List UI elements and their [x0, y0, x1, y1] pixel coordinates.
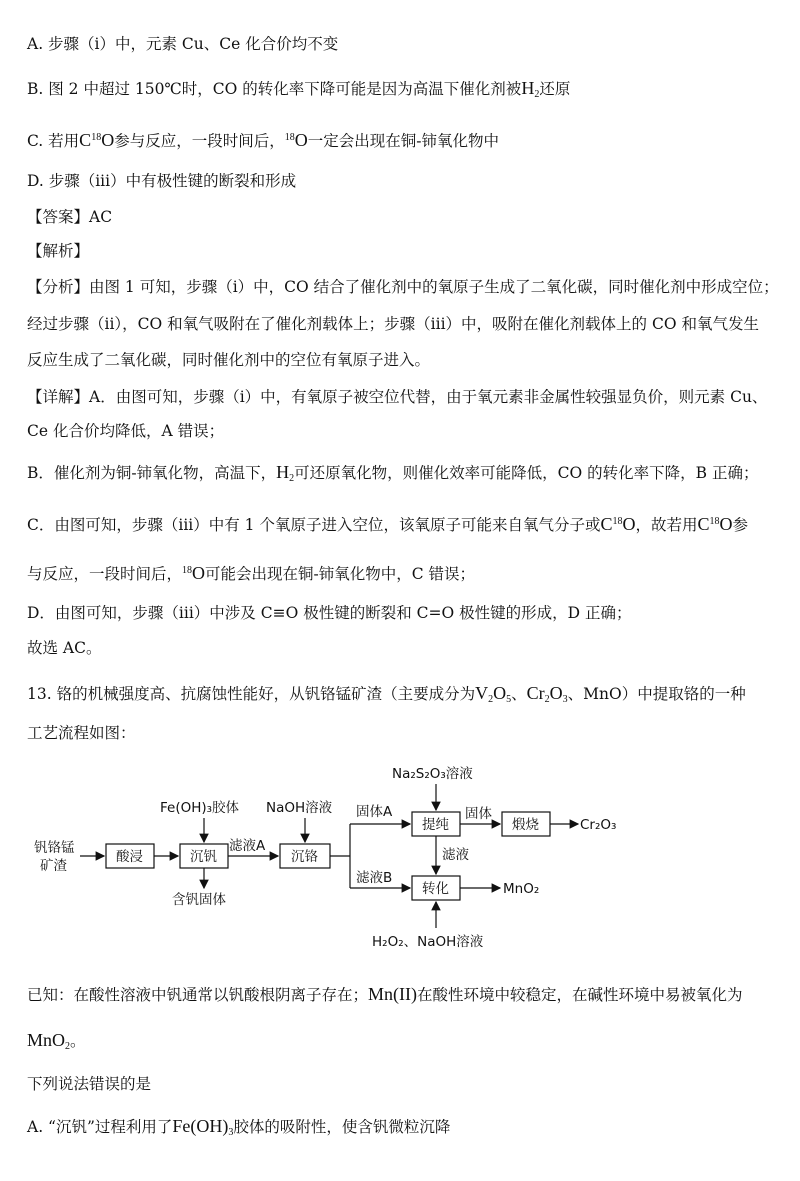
q12-option-b-text: B. 图 2 中超过 150℃时，CO 的转化率下降可能是因为高温下催化剂被 — [27, 80, 522, 98]
flow-raw-material-1: 钒铬锰 — [34, 840, 75, 856]
q12-option-c — [27, 128, 499, 151]
q13-known-mid: 在酸性环境中较稳定，在碱性环境中易被氧化为 — [417, 986, 743, 1004]
detail-b — [27, 462, 758, 489]
q12-option-b-end: 还原 — [539, 80, 571, 98]
detail-b-end: 可还原氧化物，则催化效率可能降低，CO 的转化率下降，B 正确； — [294, 464, 759, 482]
formula-v2o5: $V_2O_5$ — [475, 683, 512, 705]
flow-filtrate-a: 滤液A — [229, 838, 266, 854]
flow-v-precip: 沉钒 — [190, 849, 217, 865]
flow-cr-precip: 沉铬 — [291, 849, 318, 865]
flow-cr2o3: Cr₂O₃ — [580, 817, 617, 833]
q13-stem-line-1: 13. 铬的机械强度高、抗腐蚀性能好，从钒铬锰矿渣（主要成分为$V_2O_5$、$Cr_2O_3$、MnO）中提取铬的一种 — [27, 683, 746, 705]
detail-c1-end: 参 — [732, 516, 749, 534]
q13-option-a — [27, 1116, 450, 1143]
flow-convert: 转化 — [422, 881, 449, 897]
q12-option-c-mid: 参与反应，一段时间后， — [114, 132, 285, 150]
flow-purify: 提纯 — [422, 817, 449, 833]
flow-v-solid: 含钒固体 — [172, 892, 226, 908]
formula-c18o-detail-2: $C^{18}O$ — [697, 514, 733, 534]
formula-c18o: $C^{18}O$ — [79, 130, 115, 150]
flow-mno2: MnO₂ — [503, 881, 540, 897]
q13-stem-line-2: 工艺流程如图： — [27, 724, 136, 742]
process-flow-diagram — [0, 752, 800, 962]
formula-mno: MnO — [583, 685, 622, 703]
q13-known-text: 已知：在酸性溶液中钒通常以钒酸根阴离子存在； — [27, 986, 369, 1004]
q13-option-a-text: A. “沉钒”过程利用了 — [27, 1118, 173, 1136]
detail-c2-text: 与反应，一段时间后， — [27, 565, 183, 583]
q13-known-end — [27, 1030, 86, 1057]
q12-option-a: A. 步骤（i）中，元素 Cu、Ce 化合价均不变 — [27, 35, 339, 53]
flow-solid: 固体 — [465, 806, 492, 822]
detail-line-1: 【详解】A．由图可知，步骤（i）中，有氧原子被空位代替，由于氧元素非金属性较强显负价，则元素 Cu、 — [27, 388, 768, 406]
detail-line-2: Ce 化合价均降低，A 错误； — [27, 422, 225, 440]
answer: 【答案】AC — [27, 208, 113, 226]
formula-mn2: Mn(II) — [368, 984, 417, 1004]
q13-known-period: 。 — [70, 1032, 86, 1050]
formula-mno2: MnO$_2$ — [27, 1030, 71, 1052]
analysis-line-3: 反应生成了二氧化碳，同时催化剂中的空位有氧原子进入。 — [27, 351, 431, 369]
formula-cr2o3: $Cr_2O_3$ — [526, 683, 568, 705]
formula-o18-detail: $^{18}$O — [182, 563, 206, 583]
formula-h2-detail: $H_2$ — [276, 462, 295, 484]
detail-d: D．由图可知，步骤（iii）中涉及 C≡O 极性键的断裂和 C=O 极性键的形成，D 正确； — [27, 604, 632, 622]
q12-option-d: D. 步骤（iii）中有极性键的断裂和形成 — [27, 172, 297, 190]
flow-h2o2: H₂O₂、NaOH溶液 — [372, 934, 484, 950]
flow-filtrate-b: 滤液B — [356, 870, 393, 886]
flow-filtrate: 滤液 — [442, 847, 469, 863]
detail-b-text: B．催化剂为铜-铈氧化物，高温下， — [27, 464, 277, 482]
q13-stem-text: 13. 铬的机械强度高、抗腐蚀性能好，从钒铬锰矿渣（主要成分为 — [27, 685, 476, 703]
analysis-label: 【解析】 — [27, 242, 90, 260]
q13-option-a-end: 胶体的吸附性，使含钒微粒沉降 — [233, 1118, 451, 1136]
analysis-line-1: 【分析】由图 1 可知，步骤（i）中，CO 结合了催化剂中的氧原子生成了二氧化碳，同时催化剂中形成空位； — [27, 278, 779, 296]
detail-c1-mid: ，故若用 — [635, 516, 698, 534]
q12-option-b — [27, 78, 570, 105]
detail-c-line-2 — [27, 561, 475, 584]
flow-naoh: NaOH溶液 — [266, 800, 333, 816]
formula-h2: $H_2$ — [521, 78, 540, 100]
flow-raw-material-2: 矿渣 — [40, 858, 67, 874]
detail-c1-text: C．由图可知，步骤（iii）中有 1 个氧原子进入空位，该氧原子可能来自氧气分子或 — [27, 516, 601, 534]
flow-solid-a: 固体A — [356, 804, 393, 820]
flow-thiosulfate: Na₂S₂O₃溶液 — [392, 766, 473, 782]
flow-calcine: 煅烧 — [512, 817, 539, 833]
formula-c18o-detail: $C^{18}O$ — [600, 514, 636, 534]
flow-acid-leach: 酸浸 — [116, 849, 143, 865]
detail-c2-end: 可能会出现在铜-铈氧化物中，C 错误； — [205, 565, 476, 583]
formula-feoh3: $Fe(OH)_3$ — [172, 1116, 234, 1138]
formula-o18: $^{18}$O — [284, 130, 308, 150]
q12-option-c-text: C. 若用 — [27, 132, 80, 150]
q13-stem-end: ）中提取铬的一种 — [621, 685, 746, 703]
flow-feoh-colloid: Fe(OH)₃胶体 — [160, 800, 240, 816]
q13-question: 下列说法错误的是 — [27, 1075, 152, 1093]
detail-c-line-1 — [27, 512, 748, 535]
analysis-line-2: 经过步骤（ii），CO 和氧气吸附在了催化剂载体上；步骤（iii）中，吸附在催化剂载体上的 CO 和氧气发生 — [27, 315, 759, 333]
q12-option-c-end: 一定会出现在铜-铈氧化物中 — [307, 132, 499, 150]
q13-known — [27, 984, 743, 1005]
conclusion: 故选 AC。 — [27, 639, 102, 657]
